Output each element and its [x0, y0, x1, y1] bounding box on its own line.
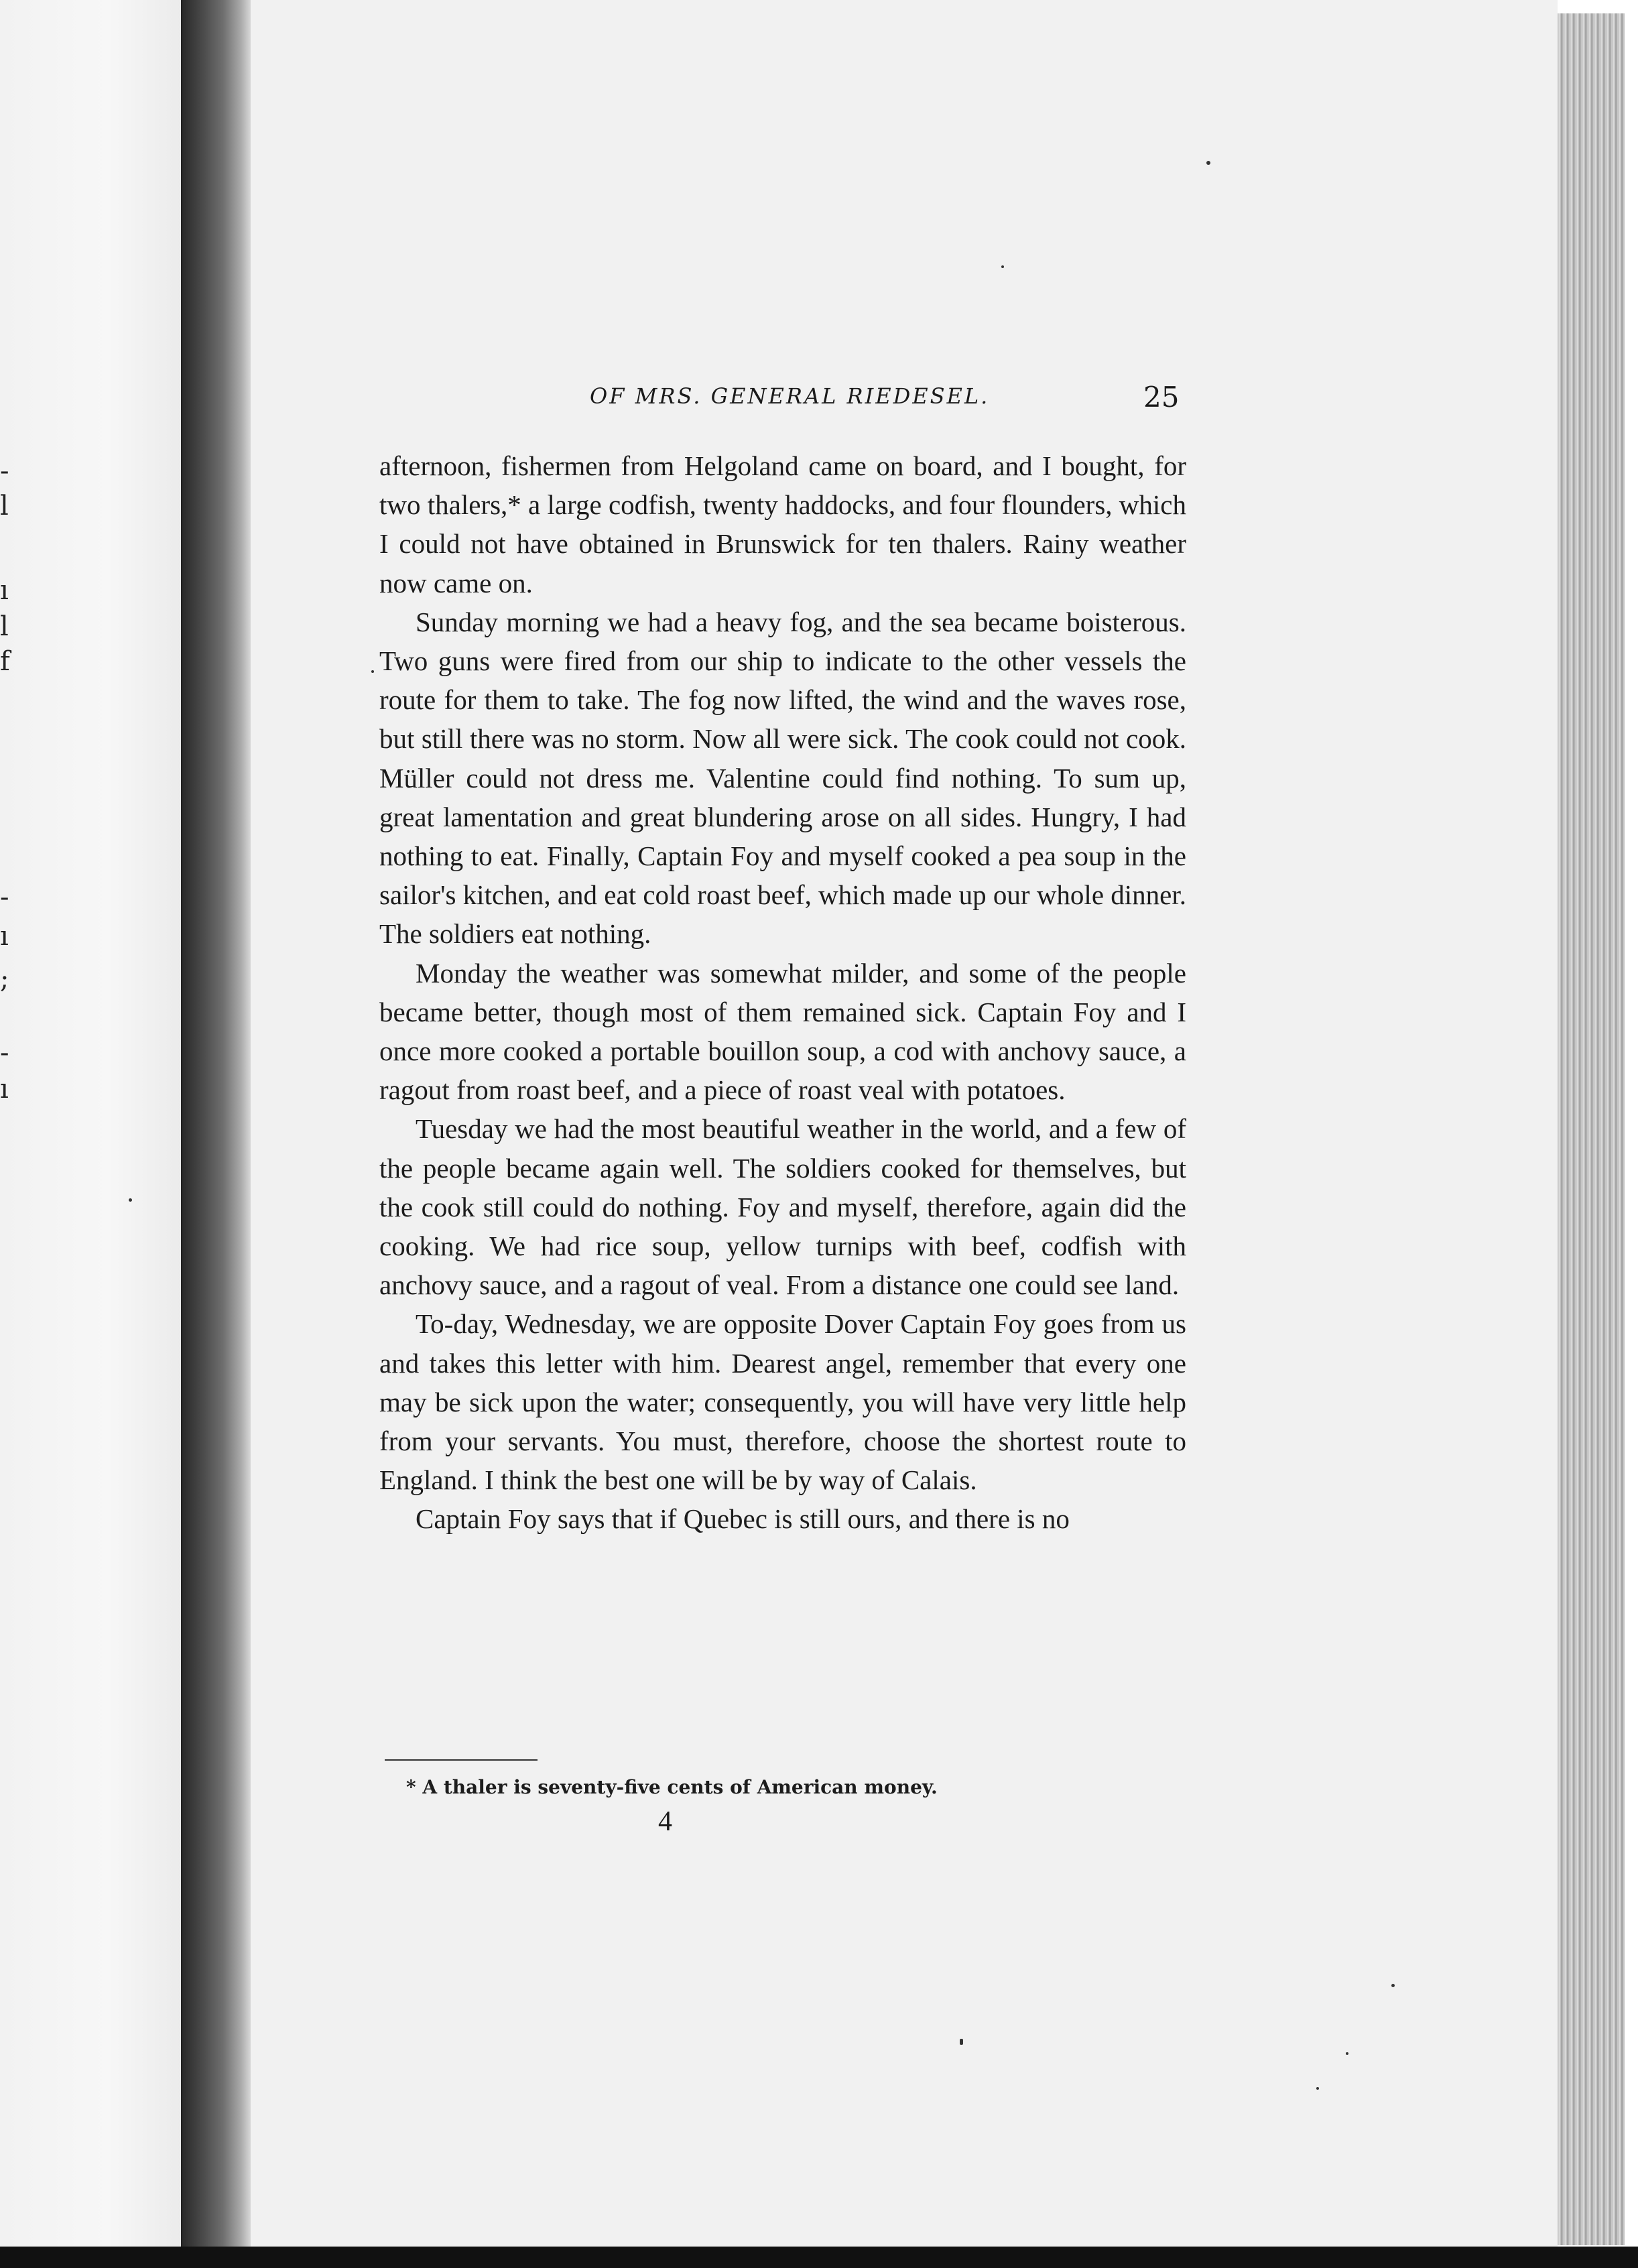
page-number: 25	[1143, 381, 1180, 414]
dust-speck	[129, 1198, 132, 1202]
dust-speck	[1346, 2052, 1348, 2055]
body-text	[379, 446, 1186, 1539]
paragraph: afternoon, fishermen from Helgoland came on board, and I bought, for two thalers,* a large codfish, twenty haddocks, and four flounders, which I could not have obtained in Brunswick for ten thalers. Rainy weather now came on.	[379, 450, 1186, 598]
footnote: * A thaler is seventy-five cents of American money.	[406, 1776, 938, 1798]
scan-bottom-border	[0, 2247, 1638, 2268]
dust-speck	[371, 670, 374, 673]
dust-speck	[960, 2039, 963, 2045]
paragraph: Captain Foy says that if Quebec is still ours, and there is no	[416, 1503, 1070, 1535]
left-page-cut-off-text: - l ı l f - ı ; - ı	[0, 456, 10, 1105]
page-stack-edge	[1558, 13, 1625, 2245]
paragraph: Monday the weather was somewhat milder, and some of the people became better, though most of them remained sick. Captain Foy and I once more cooked a portable bouillon soup, a cod with anchovy sauce, a ragout from roast beef, and a piece of roast veal with potatoes.	[379, 957, 1186, 1106]
paragraph: Sunday morning we had a heavy fog, and the sea became boisterous. Two guns were fired from our ship to indicate to the other vessels the route for them to take. The fog now lifted, the wind and the waves rose, but still there was no storm. Now all were sick. The cook could not cook. Müller could not dress me. Valentine could find nothing. To sum up, great lamentation and great blundering arose on all sides. Hungry, I had nothing to eat. Finally, Captain Foy and myself cooked a pea soup in the sailor's kitchen, and eat cold roast beef, which made up our whole dinner. The soldiers eat nothing.	[379, 606, 1186, 950]
dust-speck	[1206, 161, 1210, 165]
dust-speck	[1391, 1984, 1395, 1987]
dust-speck	[1316, 2087, 1319, 2090]
left-page-edge	[0, 0, 182, 2247]
signature-mark: 4	[658, 1806, 672, 1837]
footnote-rule	[385, 1759, 538, 1761]
paragraph: Tuesday we had the most beautiful weather in the world, and a few of the people became again well. The soldiers cooked for themselves, but the cook still could do nothing. Foy and myself, therefore, again did the cooking. We had rice soup, yellow turnips with beef, codfish with anchovy sauce, and a ragout of veal. From a distance one could see land.	[379, 1113, 1186, 1301]
dust-speck	[1001, 265, 1004, 268]
paragraph: To-day, Wednesday, we are opposite Dover Captain Foy goes from us and takes this letter with him. Dearest angel, remember that every one may be sick upon the water; consequently, you will have very little help from your servants. You must, therefore, choose the shortest route to England. I think the best one will be by way of Calais.	[379, 1308, 1186, 1496]
book-gutter-shadow	[182, 0, 251, 2247]
running-head: OF MRS. GENERAL RIEDESEL.	[590, 383, 990, 409]
